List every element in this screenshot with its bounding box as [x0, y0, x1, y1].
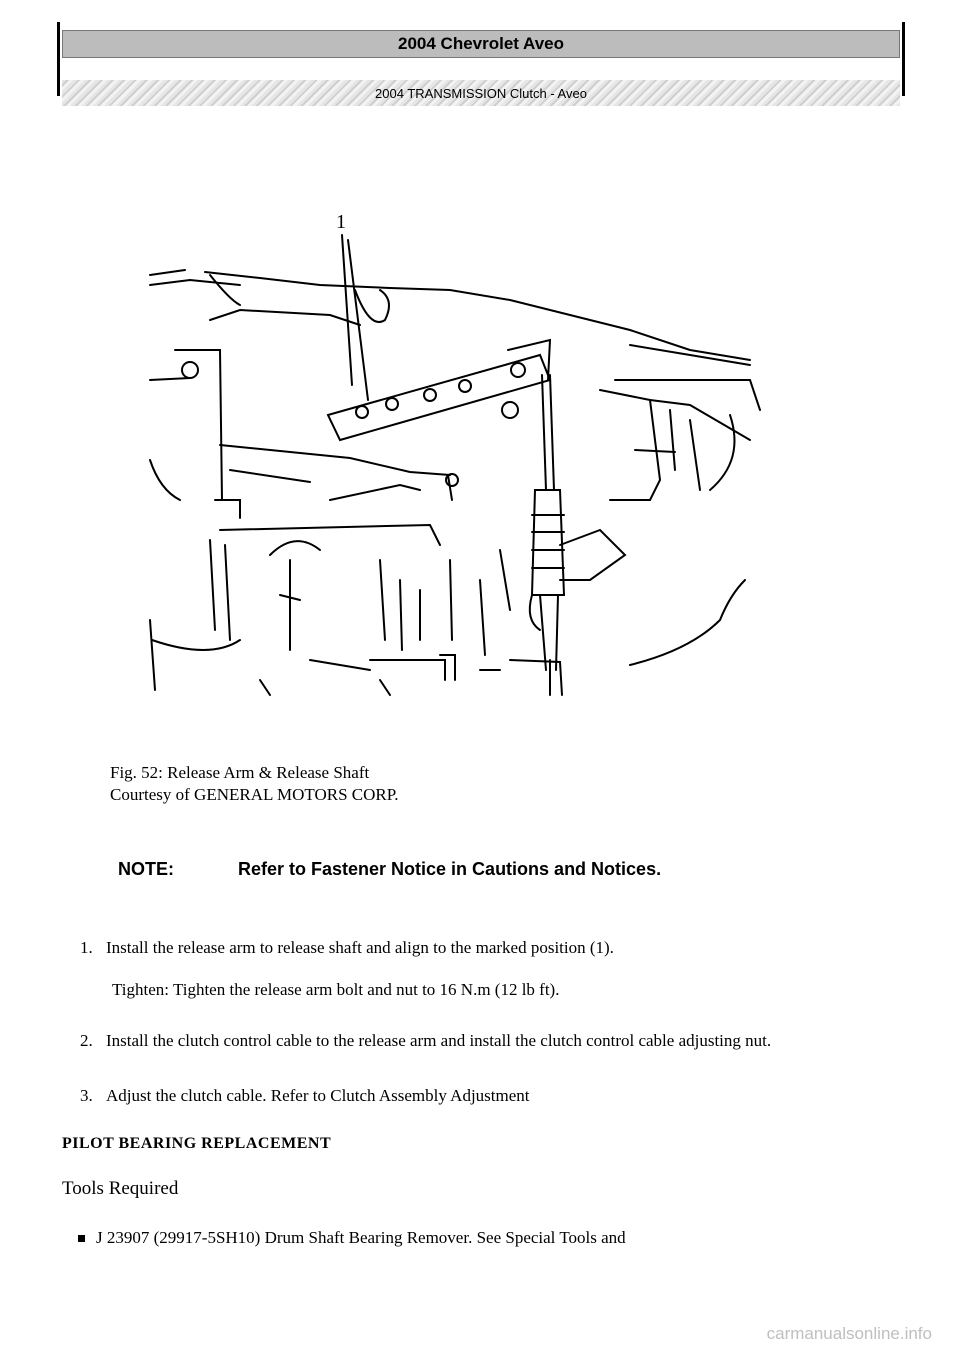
tools-heading: Tools Required — [62, 1178, 179, 1199]
header-subtitle: 2004 TRANSMISSION Clutch - Aveo — [62, 80, 900, 106]
header-left-rule — [57, 22, 60, 96]
note-text: Refer to Fastener Notice in Cautions and Notices. — [238, 859, 662, 879]
step-number: 1. — [80, 938, 93, 957]
tighten-spec: Tighten: Tighten the release arm bolt and nut to 16 N.m (12 lb ft). — [112, 980, 560, 999]
note-label: NOTE: — [118, 859, 174, 879]
watermark: carmanualsonline.info — [766, 1324, 932, 1343]
step-text: Adjust the clutch cable. Refer to Clutch Assembly Adjustment — [106, 1086, 530, 1105]
tool-text: J 23907 (29917-5SH10) Drum Shaft Bearing Remover. See Special Tools and — [96, 1228, 626, 1247]
callout-label: 1 — [336, 211, 346, 233]
step-number: 2. — [80, 1031, 93, 1050]
figure-caption — [110, 762, 399, 806]
step-number: 3. — [80, 1086, 93, 1105]
step-text: Install the release arm to release shaft and align to the marked position (1). — [106, 938, 614, 957]
bullet-icon — [78, 1235, 85, 1242]
caption-figure-title: Fig. 52: Release Arm & Release Shaft — [110, 763, 370, 782]
header-title: 2004 Chevrolet Aveo — [62, 30, 900, 58]
caption-courtesy: Courtesy of GENERAL MOTORS CORP. — [110, 785, 399, 804]
page-header — [57, 22, 905, 101]
section-title: PILOT BEARING REPLACEMENT — [62, 1135, 332, 1152]
step-text: Install the clutch control cable to the release arm and install the clutch control cable adjusting nut. — [106, 1031, 772, 1050]
release-arm-illustration — [130, 200, 770, 700]
header-right-rule — [902, 22, 905, 96]
